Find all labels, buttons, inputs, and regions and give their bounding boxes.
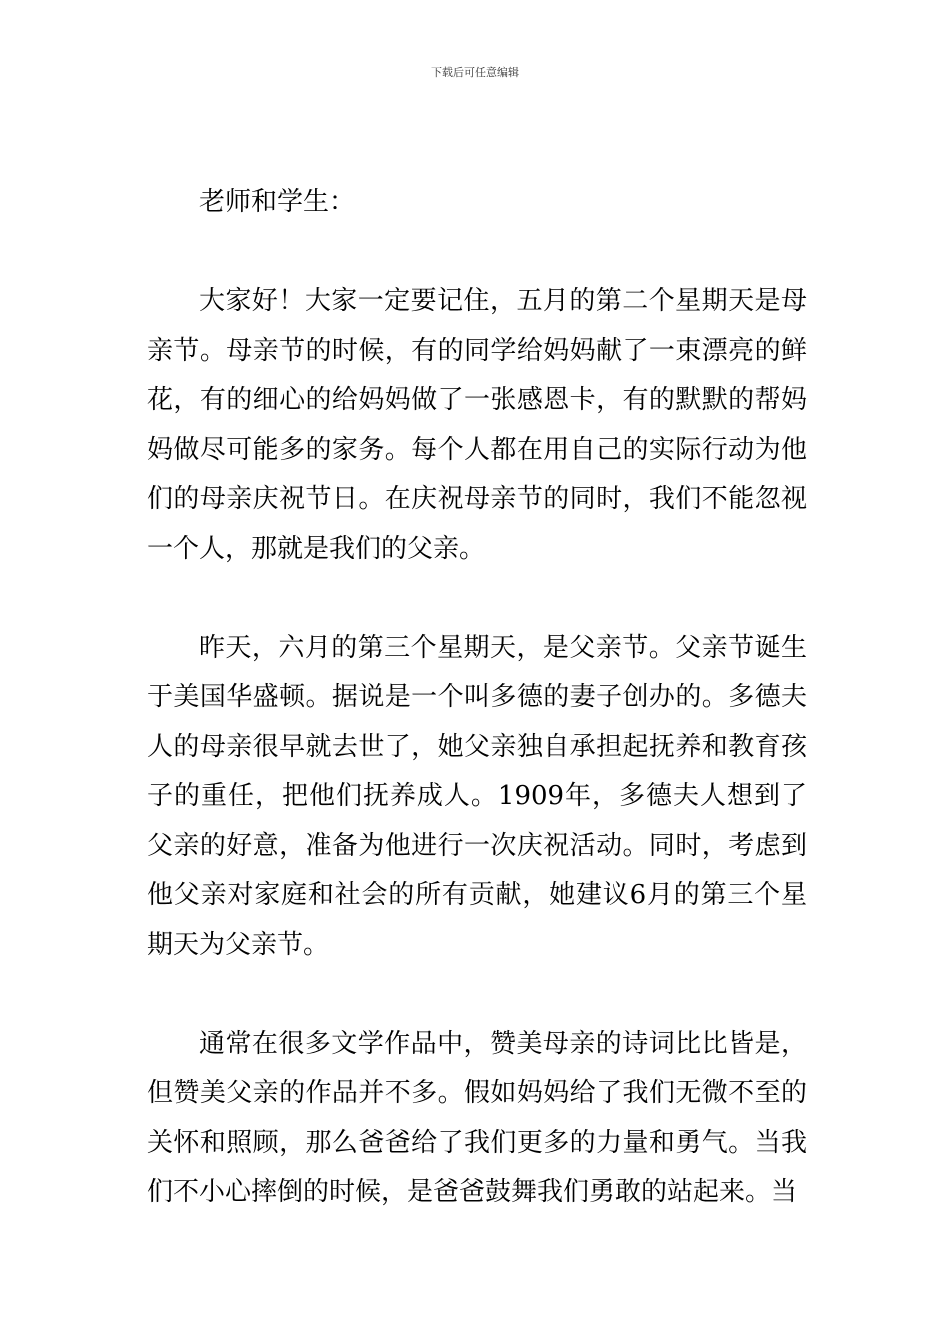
- paragraph-fathers-day-origin: 昨天，六月的第三个星期天，是父亲节。父亲节诞生于美国华盛顿。据说是一个叫多德的妻子创办的。多德夫人的母亲很早就去世了，她父亲独自承担起抚养和教育孩子的重任，把他们抚养成人。1909年，多德夫人想到了父亲的好意，准备为他进行一次庆祝活动。同时，考虑到他父亲对家庭和社会的所有贡献，她建议6月的第三个星期天为父亲节。: [147, 632, 807, 960]
- document-body: [147, 178, 807, 1267]
- greeting-line: 老师和学生：: [199, 187, 356, 217]
- page-header: 下载后可任意编辑: [431, 66, 519, 79]
- paragraph-praise-father: 通常在很多文学作品中，赞美母亲的诗词比比皆是，但赞美父亲的作品并不多。假如妈妈给了我们无微不至的关怀和照顾，那么爸爸给了我们更多的力量和勇气。当我们不小心摔倒的时候，是爸爸鼓舞我们勇敢的站起来。当: [147, 1028, 807, 1207]
- paragraph-mothers-day: 大家好！大家一定要记住，五月的第二个星期天是母亲节。母亲节的时候，有的同学给妈妈献了一束漂亮的鲜花，有的细心的给妈妈做了一张感恩卡，有的默默的帮妈妈做尽可能多的家务。每个人都在用自己的实际行动为他们的母亲庆祝节日。在庆祝母亲节的同时，我们不能忽视一个人，那就是我们的父亲。: [147, 286, 807, 564]
